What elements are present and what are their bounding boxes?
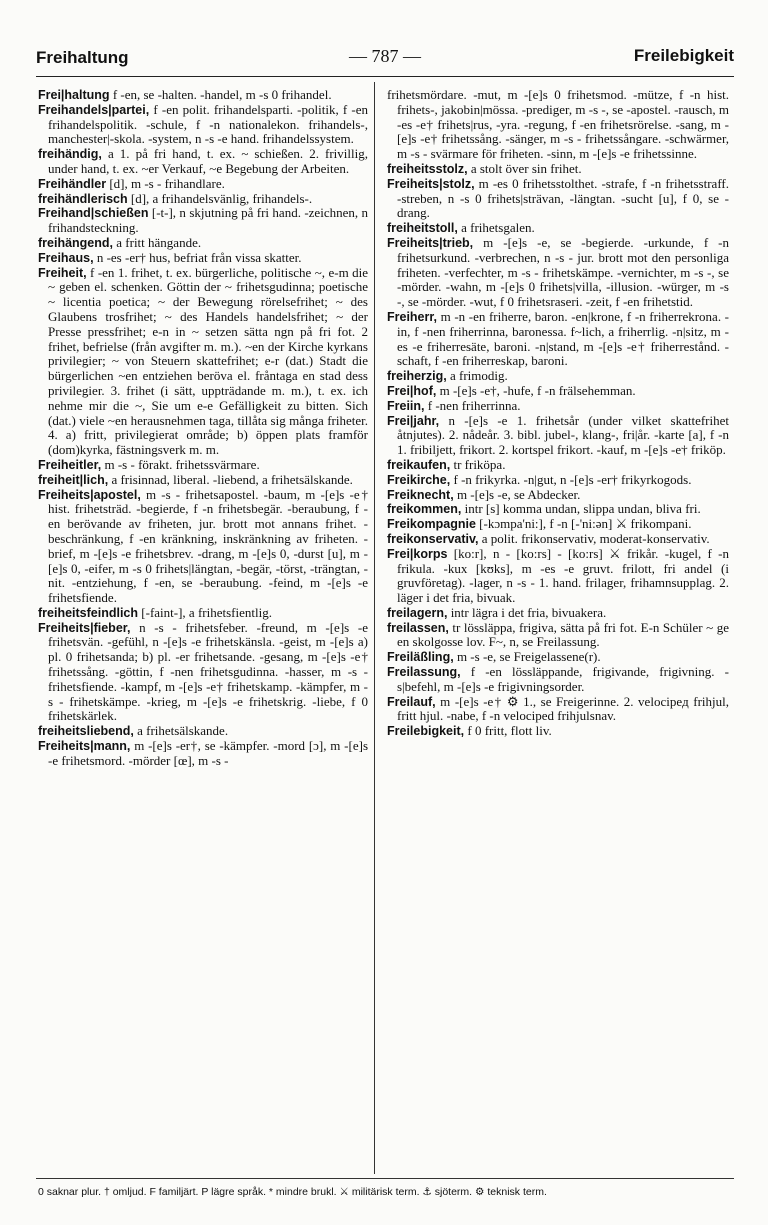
dictionary-entry [387, 88, 729, 162]
dictionary-entry [387, 547, 729, 606]
entry-definition: m -[e]s -er†, se -kämpfer. -mord [ɔ], m -[e]s -e frihetsmord. -mörder [œ], m -s - [48, 738, 368, 768]
entry-headword: Freilassung, [387, 665, 461, 680]
entry-headword: freikaufen, [387, 457, 451, 472]
entry-headword: Freiherr, [387, 309, 438, 324]
entry-headword: Frei|hof, [387, 383, 437, 398]
entry-definition: a fritt hängande. [113, 234, 202, 250]
entry-definition: a frihetsgalen. [457, 220, 535, 236]
dictionary-entry [387, 724, 729, 739]
dictionary-entry [38, 236, 368, 251]
entry-definition: m -[e]s -e† ⚙ 1., se Freigerinne. 2. velocipeд frihjul, fritt hjul. -nabe, f -n velociped frihjulsnav. [397, 693, 729, 724]
footer-rule [36, 1178, 734, 1179]
header-right-guide-word: Freilebigkeit [633, 46, 734, 65]
dictionary-entry [38, 739, 368, 769]
entry-definition: [-kɔmpa'ni:], f -n [-'ni:ən] ⚔ frikompani. [475, 516, 692, 532]
dictionary-entry [387, 517, 729, 532]
entry-headword: Freiheits|mann, [38, 739, 131, 754]
entry-headword: Freihand|schießen [38, 206, 149, 221]
entry-headword: freihändlerisch [38, 191, 128, 206]
entry-headword: freihändig, [38, 147, 102, 162]
entry-definition: m -es 0 frihetsstolthet. -strafe, f -n frihetsstraff. -streben, n -s 0 frihets|strävan, -längtan. -sucht [u], f 0, se -drang. [397, 175, 729, 221]
entry-headword: Freihändler [38, 176, 107, 191]
entry-definition: a polit. frikonservativ, moderat-konservativ. [478, 530, 710, 546]
entry-definition: n -s - frihetsfeber. -freund, m -[e]s -e frihetsvän. -gefühl, n -[e]s -e frihetskänsla. -geist, m -[e]s a) pl. 0 frihetsanda; b) pl. -er frihetsande. -gesang, m -[e]s -e† frihetssång. -göttin, f -nen frihetsgudinna. -hasser, m -s - frihetsfiende. -kampf, m -[e]s -e† frihetskamp. -kämpfer, m -s - frihetskämpe. -krieg, m -[e]s -e frihetskrig. -liebe, f 0 frihetskärlek. [48, 619, 368, 724]
entry-definition: f -en polit. frihandelsparti. -politik, f -en frihandelspolitik. -schule, f -n nationalekon. frihandels-, manchester|-skola. -system, n -s -e hand. frihandelssystem. [48, 101, 368, 147]
dictionary-entry [38, 177, 368, 192]
entry-definition: a stolt över sin frihet. [467, 160, 582, 176]
entry-headword: Freikirche, [387, 472, 451, 487]
entry-headword: Freiheits|fieber, [38, 620, 131, 635]
left-column [38, 88, 368, 1168]
header-rule [36, 76, 734, 77]
entry-headword: Freiheits|trieb, [387, 235, 474, 250]
dictionary-entry [38, 724, 368, 739]
dictionary-entry [387, 221, 729, 236]
dictionary-entry [38, 103, 368, 147]
dictionary-entry [387, 473, 729, 488]
dictionary-entry [38, 147, 368, 177]
dictionary-entry [387, 162, 729, 177]
entry-headword: freilagern, [387, 605, 448, 620]
dictionary-entry [38, 251, 368, 266]
entry-definition: a frisinnad, liberal. -liebend, a frihetsälskande. [108, 471, 353, 487]
entry-definition: a frihetsälskande. [133, 723, 229, 739]
dictionary-entry [387, 502, 729, 517]
column-divider [374, 82, 375, 1174]
dictionary-entry [387, 606, 729, 621]
entry-headword: Freilebigkeit, [387, 724, 465, 739]
entry-headword: Freiheits|apostel, [38, 487, 141, 502]
entry-headword: Frei|haltung [38, 88, 110, 102]
dictionary-entry [38, 473, 368, 488]
entry-definition: intr lägra i det fria, bivuakera. [447, 604, 607, 620]
entry-headword: freiheitsliebend, [38, 724, 134, 739]
entry-definition: m -[e]s -e, se Abdecker. [453, 486, 581, 502]
entry-headword: freilassen, [387, 620, 449, 635]
dictionary-entry [387, 399, 729, 414]
entry-headword: freihängend, [38, 235, 114, 250]
entry-definition: m -s -e, se Freigelassene(r). [453, 649, 601, 665]
entry-headword: Freiin, [387, 398, 425, 413]
dictionary-entry [387, 384, 729, 399]
dictionary-entry [387, 532, 729, 547]
dictionary-entry [387, 369, 729, 384]
entry-headword: Freilauf, [387, 694, 436, 709]
dictionary-entry [387, 310, 729, 369]
entry-definition: n -[e]s -e 1. frihetsår (under vilket skattefrihet åtnjutes). 2. nådeår. 3. bibl. jubel-, klang-, fri|år. -karte [a], f -n 1. fribiljett, frikort. 2. kortspel frikort. -kauf, m -[e]s -e† friköp. [397, 412, 729, 458]
dictionary-entry [38, 606, 368, 621]
dictionary-entry [38, 488, 368, 606]
entry-headword: Freiheitler, [38, 457, 102, 472]
entry-definition: n -es -er† hus, befriat från vissa skatter. [93, 249, 302, 265]
page-number: — 787 — [349, 46, 421, 66]
dictionary-entry [387, 458, 729, 473]
entry-definition: m -n -en friherre, baron. -en|krone, f -n friherrekrona. -in, f -nen friherrinna, baronessa. f~lich, a friherrlig. -n|sitz, m -es -e friherresäte, baroni. -n|stand, m -[e]s -e† friherrestånd. -schaft, f -en friherreskap, baroni. [397, 308, 729, 369]
entry-definition: frihetsmördare. -mut, m -[e]s 0 frihetsmod. -mütze, f -n hist. frihets-, jakobin|mössa. -prediger, m -s -, se -apostel. -rausch, m -es -e† frihets|rus, -yra. -regung, f -en frihetsrörelse. -sang, m -[e]s -e† frihetssång. -sänger, m -s - frihetssångare. -schwärmer, m -s - svärmare för friheten. -sinn, m -[e]s -e frihetssinne. [387, 88, 729, 162]
entry-definition: m -s - förakt. frihetssvärmare. [101, 456, 260, 472]
entry-headword: freiheitsstolz, [387, 161, 468, 176]
right-column [387, 88, 729, 1168]
page-header [36, 42, 734, 72]
dictionary-entry [387, 621, 729, 651]
entry-definition: m -[e]s -e, se -begierde. -urkunde, f -n frihetsurkund. -verbrechen, n -s - jur. brott mot den personliga friheten. -verfechter, m -s - frihetskämpe. -vernichter, m -s -, se -mörder. -wahn, m -[e]s 0 frihets|villa, -illusion. -würger, m -s -, se -mörder. -wut, f 0 frihetsraseri. -zeit, f -en frihetstid. [397, 234, 729, 310]
entry-headword: Freihaus, [38, 250, 94, 265]
entry-definition: f -en 1. frihet, t. ex. bürgerliche, politische ~, e-m die ~ geben el. schenken. Göttin der ~ frihetsgudinna; poetische ~ licentia poetica; ~ der Bewegung rörelsefrihet; ~ des Glaubens trosfrihet; ~ des Handels handelsfrihet; ~ der Presse pressfrihet; e-n in ~ setzen sätta ngn på fri fot. 2 frihet, befrielse (från avgifter m. m.). ~en der Kirche kyrkans privilegier; ~ von Steuern skattefrihet; e-r (dat.) Stadt die bürgerlichen ~en entziehen beröva el. fråntaga en stad dess privilegier. 3. frihet (i sätt, uppträdande m. m.), t. ex. ich nehme mir die ~, Sie um e-e Gefälligkeit zu bitten. Sich (dat.) viele ~en herausnehmen taga, tillåta sig många friheter. 4. a) fritt, privilegierat område; b) öppen plats framför (dom)kyrka, fästningsverk m. m. [48, 264, 368, 458]
entry-headword: Frei|jahr, [387, 413, 440, 428]
dictionary-entry [38, 88, 368, 103]
entry-headword: freiherzig, [387, 369, 447, 384]
entry-headword: Freikompagnie [387, 517, 476, 532]
dictionary-entry [387, 650, 729, 665]
entry-headword: Frei|korps [387, 546, 448, 561]
entry-headword: freikommen, [387, 502, 462, 517]
entry-headword: freiheit|lich, [38, 472, 109, 487]
entry-definition: [-faint-], a frihetsfientlig. [138, 604, 272, 620]
entry-definition: m -[e]s -e†, -hufe, f -n frälsehemman. [436, 382, 636, 398]
entry-headword: Freiheits|stolz, [387, 176, 475, 191]
entry-definition: f 0 fritt, flott liv. [464, 723, 552, 739]
entry-definition: [ko:r], n - [ko:rs] - [ko:rs] ⚔ frikår. -kugel, f -n frikula. -kux [kʊks], m -es -e gruvt. frilott, fri andel (i gruvföretag). -lager, n -s - 1. hand. frilager, frihamnsupplag. 2. läger i det fria, bivuak. [397, 545, 729, 606]
entry-headword: freiheitstoll, [387, 221, 458, 236]
dictionary-entry [38, 206, 368, 236]
dictionary-entry [387, 414, 729, 458]
dictionary-entry [38, 621, 368, 725]
dictionary-entry [387, 488, 729, 503]
entry-definition: [d], m -s - frihandlare. [106, 175, 225, 191]
entry-definition: tr lössläppa, frigiva, sätta på fri fot. E-n Schüler ~ ge en skolgosse lov. F~, n, se Freilassung. [397, 619, 729, 650]
dictionary-entry [387, 177, 729, 221]
entry-definition: f -nen friherrinna. [424, 397, 521, 413]
entry-definition: f -en, se -halten. -handel, m -s 0 frihandel. [109, 88, 332, 102]
entry-definition: tr friköpa. [450, 456, 506, 472]
entry-headword: Freiläßling, [387, 650, 454, 665]
entry-definition: f -en lössläppande, frigivande, frigivning. -s|befehl, m -[e]s -e frigivningsorder. [397, 664, 729, 694]
entry-definition: a frimodig. [446, 368, 508, 384]
entry-definition: intr [s] komma undan, slippa undan, bliva fri. [461, 501, 701, 517]
entry-definition: a 1. på fri hand, t. ex. ~ schießen. 2. frivillig, under hand, t. ex. ~er Verkauf, ~e Begebung der Arbeiten. [48, 146, 368, 176]
dictionary-entry [387, 236, 729, 310]
entry-headword: freiheitsfeindlich [38, 605, 139, 620]
dictionary-entry [38, 192, 368, 207]
abbreviation-legend: 0 saknar plur. † omljud. F familjärt. P lägre språk. * mindre brukl. ⚔ militärisk term. ⚓ sjöterm. ⚙ teknisk term. [38, 1186, 547, 1198]
entry-definition: f -n frikyrka. -n|gut, n -[e]s -er† frikyrkogods. [450, 471, 692, 487]
entry-headword: Freihandels|partei, [38, 102, 150, 117]
dictionary-entry [387, 665, 729, 695]
entry-definition: [-t-], n skjutning på fri hand. -zeichnen, n frihandsteckning. [48, 205, 368, 236]
dictionary-entry [38, 458, 368, 473]
entry-headword: freikonservativ, [387, 531, 479, 546]
header-left-guide-word: Freihaltung [36, 48, 129, 67]
dictionary-entry [38, 266, 368, 458]
entry-headword: Freiheit, [38, 265, 87, 280]
entry-definition: [d], a frihandelsvänlig, frihandels-. [127, 190, 313, 206]
dictionary-entry [387, 695, 729, 725]
entry-definition: m -s - frihetsapostel. -baum, m -[e]s -e† hist. frihetsträd. -begierde, f -n frihetsbegär. -beraubung, f -en berövande av friheten, jur. brott mot annans frihet. -beschränkung, f -en kränkning, inskränkning av friheten. -brief, m -[e]s -e frihetsbrev. -drang, m -[e]s 0, -durst [u], m -[e]s 0, -eifer, m -s 0 frihets|längtan, -begär, -törst, -trängtan, -nit. -entziehung, f -en, se -beraubung. -feind, m -[e]s -e frihetsfiende. [48, 486, 368, 606]
entry-headword: Freiknecht, [387, 487, 454, 502]
